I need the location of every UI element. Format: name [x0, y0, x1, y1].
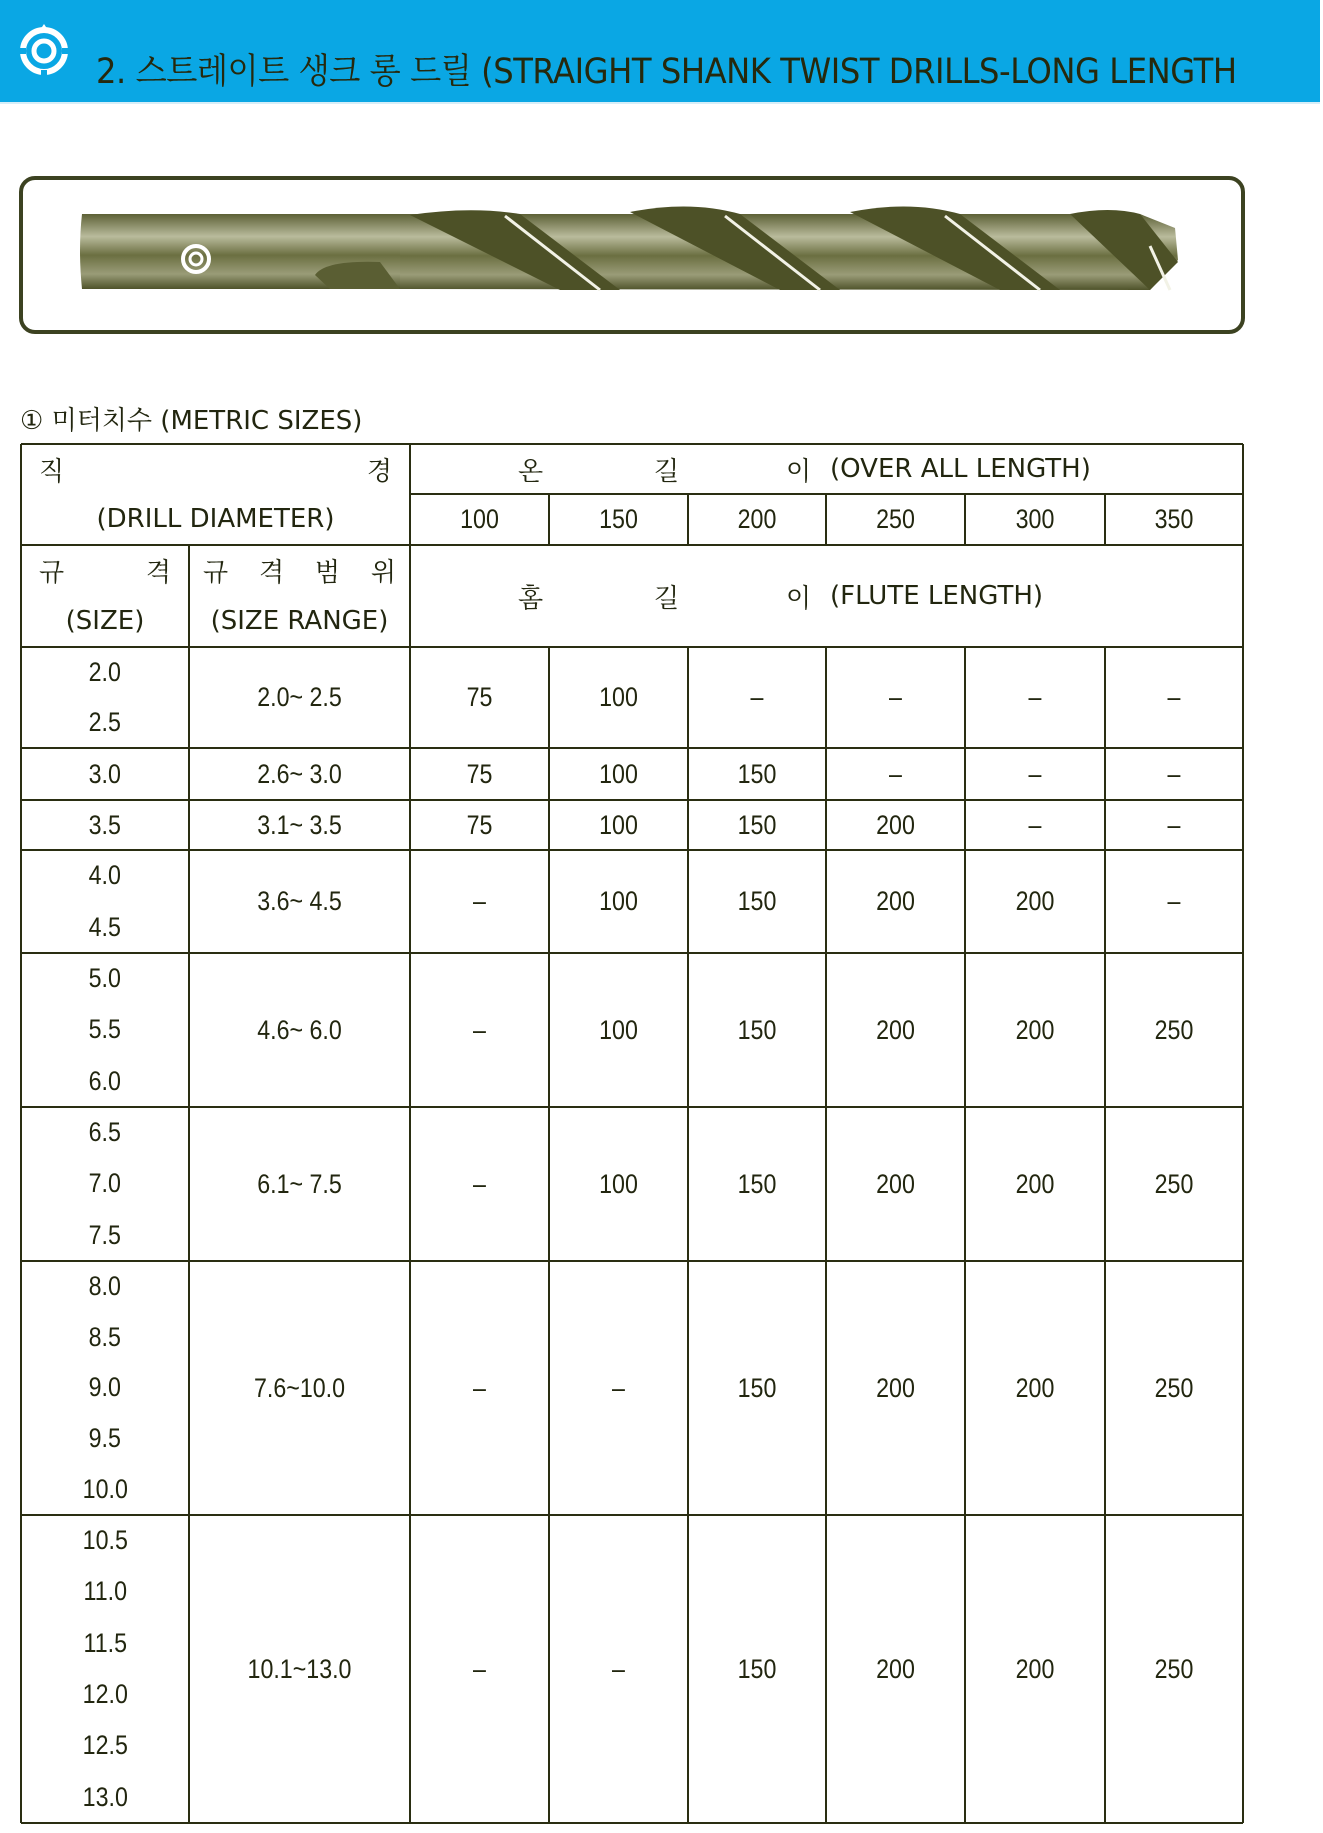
size-value: 13.0	[82, 1781, 128, 1812]
size-value: 7.0	[88, 1168, 122, 1199]
range-header-ko	[189, 545, 410, 595]
overall-length-header	[410, 444, 1243, 494]
flute-length-header	[410, 545, 1243, 647]
overall-length-col-100: 100	[460, 504, 499, 534]
overall-length-col-300: 300	[1015, 504, 1055, 534]
flute-header-char: 홈	[518, 583, 544, 614]
diameter-header-en: (DRILL DIAMETER)	[96, 504, 335, 534]
size-value: 12.5	[82, 1730, 128, 1761]
size-cell	[21, 953, 189, 1107]
size-cell	[21, 748, 189, 800]
flute-length-cell: 250	[1154, 1014, 1194, 1045]
size-value: 8.0	[88, 1270, 122, 1301]
flute-length-cell: 250	[1154, 1653, 1194, 1684]
size-header-char: 격	[145, 557, 171, 588]
range-header-char: 격	[258, 557, 285, 588]
section-title: ① 미터치수 (METRIC SIZES)	[20, 406, 363, 436]
size-value: 6.0	[88, 1065, 122, 1096]
size-header-ko	[21, 545, 189, 595]
flute-length-cell: 200	[1015, 1014, 1055, 1045]
flute-length-cell: –	[473, 1372, 486, 1403]
size-value: 9.0	[88, 1372, 122, 1403]
flute-length-cell: 100	[599, 809, 638, 840]
size-range-cell: 2.0~ 2.5	[257, 682, 342, 712]
overall-length-col-200: 200	[737, 504, 777, 534]
flute-length-cell: –	[473, 1653, 486, 1684]
flute-length-cell: 200	[876, 1168, 915, 1199]
flute-length-cell: 100	[599, 1014, 638, 1045]
page-title: 2. 스트레이트 생크 롱 드릴 (STRAIGHT SHANK TWIST DRILLS-LONG LENGTH	[96, 52, 1237, 92]
flute-length-cell: 200	[876, 809, 915, 840]
diameter-header-ko	[21, 444, 410, 494]
size-value: 5.5	[88, 1014, 122, 1045]
flute-length-cell: –	[1028, 758, 1042, 789]
flute-length-cell: –	[1028, 809, 1042, 840]
size-value: 2.0	[88, 656, 122, 687]
overall-length-col-250: 250	[876, 504, 915, 534]
flute-length-cell: 250	[1154, 1372, 1194, 1403]
flute-length-cell: –	[1167, 682, 1181, 712]
size-value: 5.0	[88, 963, 122, 994]
flute-length-cell: –	[889, 758, 902, 789]
flute-header-char: 이	[786, 583, 812, 614]
flute-length-cell: 100	[599, 758, 638, 789]
flute-length-cell: 200	[876, 1372, 915, 1403]
flute-length-cell: –	[1167, 809, 1181, 840]
size-range-cell: 10.1~13.0	[247, 1653, 352, 1684]
size-range-cell: 6.1~ 7.5	[257, 1168, 342, 1199]
flute-length-cell: 250	[1154, 1168, 1194, 1199]
flute-length-cell: –	[750, 682, 764, 712]
size-header-en: (SIZE)	[65, 606, 145, 636]
size-range-cell: 3.6~ 4.5	[257, 886, 342, 916]
overall-header-char: 이	[786, 456, 812, 487]
flute-length-cell: 150	[737, 886, 777, 916]
flute-length-cell: 75	[466, 809, 493, 840]
flute-length-cell: –	[1167, 886, 1181, 916]
size-value: 4.0	[88, 860, 122, 891]
flute-length-cell: 200	[1015, 886, 1055, 916]
flute-length-cell: –	[612, 1372, 625, 1403]
flute-header-en: (FLUTE LENGTH)	[830, 581, 1044, 611]
size-cell	[21, 1515, 189, 1823]
flute-length-cell: 200	[1015, 1372, 1055, 1403]
range-header-char: 규	[203, 557, 229, 588]
size-cell	[21, 800, 189, 850]
flute-length-cell: –	[473, 886, 486, 916]
diameter-header-char: 직	[39, 456, 65, 487]
size-range-cell: 3.1~ 3.5	[257, 809, 342, 840]
size-value: 2.5	[88, 707, 122, 738]
size-value: 11.0	[83, 1576, 127, 1607]
flute-length-cell: 200	[1015, 1168, 1055, 1199]
size-value: 11.5	[83, 1627, 127, 1658]
flute-length-cell: 75	[466, 758, 493, 789]
flute-length-cell: 200	[876, 1653, 915, 1684]
flute-length-cell: –	[1167, 758, 1181, 789]
flute-length-cell: 100	[599, 886, 638, 916]
size-value: 12.0	[82, 1679, 128, 1710]
size-range-cell: 4.6~ 6.0	[257, 1014, 342, 1045]
size-value: 9.5	[88, 1423, 122, 1454]
size-cell	[21, 850, 189, 953]
size-value: 3.0	[88, 758, 122, 789]
flute-length-cell: 75	[466, 682, 493, 712]
size-range-cell: 2.6~ 3.0	[257, 758, 342, 789]
flute-length-cell: –	[473, 1168, 486, 1199]
size-cell	[21, 647, 189, 748]
flute-length-cell: 200	[876, 1014, 915, 1045]
flute-length-cell: –	[473, 1014, 486, 1045]
size-cell	[21, 1107, 189, 1261]
flute-length-cell: 150	[737, 1372, 777, 1403]
flute-length-cell: 150	[737, 1653, 777, 1684]
flute-length-cell: 200	[876, 886, 915, 916]
size-value: 6.5	[88, 1117, 122, 1148]
size-header-char: 규	[39, 557, 65, 588]
overall-length-col-150: 150	[599, 504, 638, 534]
range-header-char: 위	[370, 557, 396, 588]
range-header-en: (SIZE RANGE)	[210, 606, 389, 636]
size-value: 10.0	[82, 1474, 128, 1505]
diameter-header-char: 경	[366, 456, 392, 487]
size-value: 4.5	[88, 911, 122, 942]
size-value: 7.5	[88, 1219, 122, 1250]
size-cell	[21, 1261, 189, 1515]
flute-length-cell: 150	[737, 758, 777, 789]
flute-length-cell: 150	[737, 1168, 777, 1199]
size-range-cell: 7.6~10.0	[253, 1372, 346, 1403]
flute-length-cell: 150	[737, 1014, 777, 1045]
overall-header-char: 길	[654, 456, 680, 487]
flute-length-cell: –	[889, 682, 902, 712]
overall-length-col-350: 350	[1154, 504, 1194, 534]
size-value: 8.5	[88, 1321, 122, 1352]
overall-header-char: 온	[518, 456, 544, 487]
size-value: 10.5	[82, 1525, 128, 1556]
flute-length-cell: –	[612, 1653, 625, 1684]
flute-header-char: 길	[654, 583, 680, 614]
range-header-char: 범	[314, 557, 341, 588]
flute-length-cell: 150	[737, 809, 777, 840]
flute-length-cell: 200	[1015, 1653, 1055, 1684]
flute-length-cell: 100	[599, 1168, 638, 1199]
overall-header-en: (OVER ALL LENGTH)	[830, 454, 1091, 484]
size-value: 3.5	[88, 809, 122, 840]
flute-length-cell: 100	[599, 682, 638, 712]
flute-length-cell: –	[1028, 682, 1042, 712]
